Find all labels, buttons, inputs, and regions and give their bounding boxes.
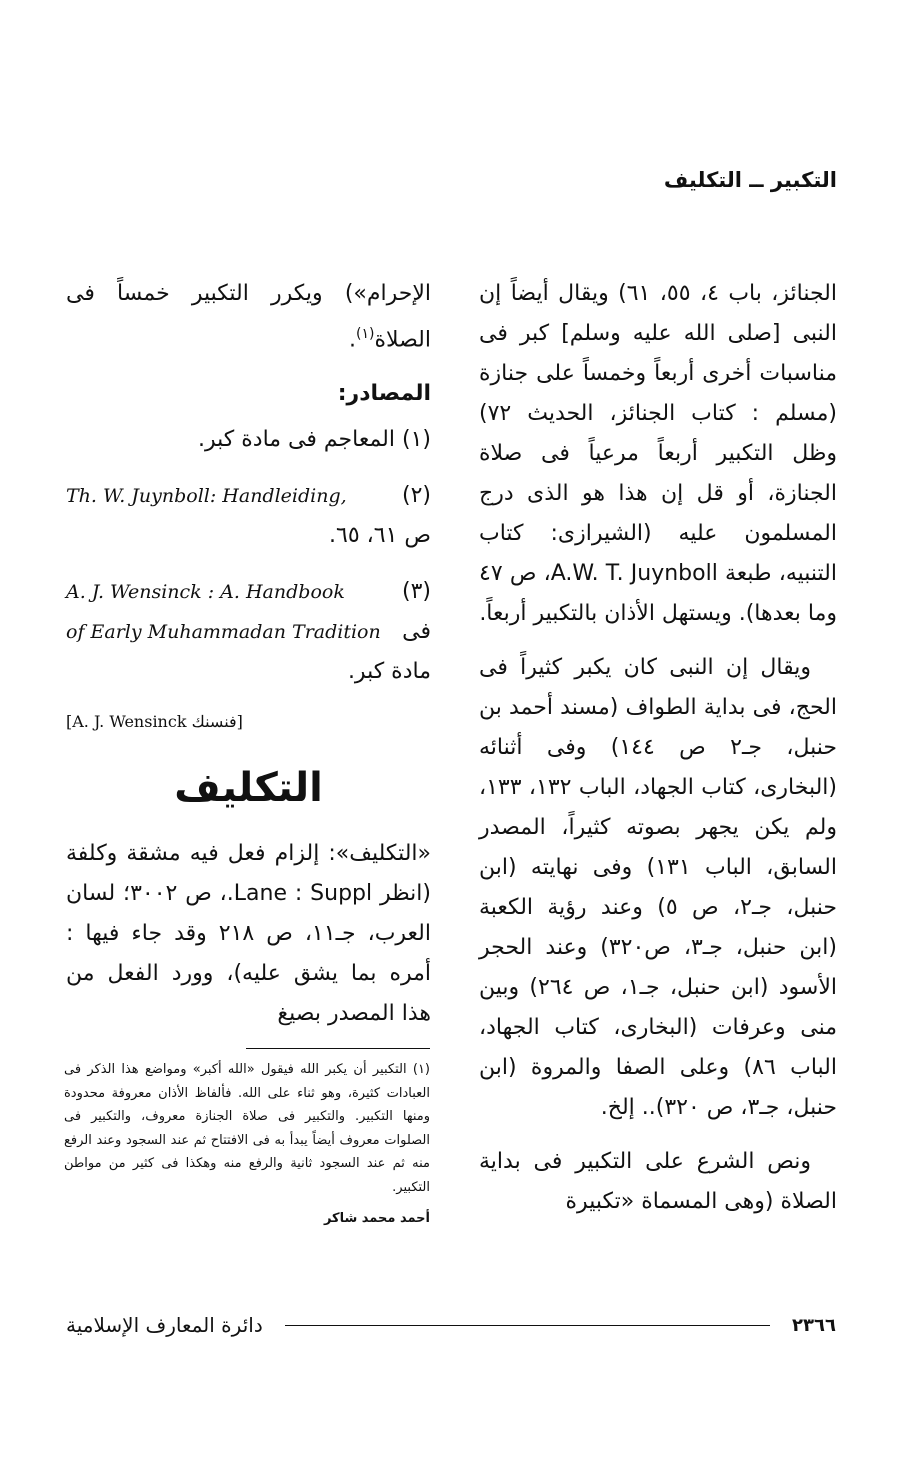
source-item-cont: مادة كبر. — [347, 659, 431, 685]
source-item-cont — [66, 612, 431, 652]
footnote-ref[interactable]: (١) — [355, 326, 375, 342]
right-column — [479, 274, 837, 1236]
source-latin: Th. W. Juynboll: Handleiding, — [66, 485, 347, 508]
source-number: (٢) — [401, 483, 431, 509]
continuation-paragraph — [66, 274, 431, 360]
continuation-end: . — [348, 327, 356, 353]
left-column — [66, 274, 431, 1048]
paragraph: ويقال إن النبى كان يكبر كثيراً فى الحج، فى بداية الطواف (مسند أحمد بن حنبل، جـ٢ ص ١٤٤) وفى أثنائه (البخارى، كتاب الجهاد، الباب ١٣٢، ١٣٣، ولم يكن يجهر بصوته كثيراً، المصدر السابق، الباب ١٣١) وفى نهايته (ابن حنبل، جـ٢، ص ٥) وعند رؤية الكعبة (ابن حنبل، جـ٣، ص٣٢٠) وعند الحجر الأسود (ابن حنبل، جـ١، ص ٢٦٤) وبين منى وعرفات (البخارى، كتاب الجهاد، الباب ٨٦) وعلى الصفا والمروة (ابن حنبل، جـ٣، ص ٣٢٠).. إلخ. — [479, 655, 837, 1120]
page-footer — [66, 1308, 836, 1342]
source-latin: of Early Muhammadan Tradition — [66, 621, 381, 644]
source-item — [66, 476, 431, 516]
sources-heading: المصادر: — [337, 381, 431, 407]
source-item-cont: ص ٦١، ٦٥. — [329, 523, 431, 549]
source-item: (١) المعاجم فى مادة كبر. — [198, 427, 431, 453]
footer-rule — [285, 1325, 770, 1326]
footnote-text: (١) التكبير أن يكبر الله فيقول «الله أكبر» ومواضع هذا الذكر فى العبادات كثيرة، وهو ثناء على الله. فألفاظ الأذان معروفة محدودة ومنها التكبير. والتكبير فى صلاة الجنازة معروف، والتكبير فى الصلوات معروف أيضاً يبدأ به فى الافتتاح ثم عند السجود وعند الرفع منه ثم عند السجود ثانية والرفع منه وهكذا فى كثير من مواطن التكبير. — [64, 1062, 430, 1195]
source-latin: A. J. Wensinck : A. Handbook — [66, 581, 345, 604]
footnote-author: أحمد محمد شاكر — [323, 1211, 430, 1226]
footnote-divider — [246, 1048, 430, 1049]
paragraph: الجنائز، باب ٤، ٥٥، ٦١) ويقال أيضاً إن النبى [صلى الله عليه وسلم] كبر فى مناسبات أخرى أربعاً وخمساً على جنازة (مسلم : كتاب الجنائز، الحديث ٧٢) وظل التكبير أربعاً مرعياً فى صلاة الجنازة، أو قل إن هذا هو الذى درج المسلمون عليه (الشيرازى: كتاب التنبيه، طبعة A.W. T. Juynboll، ص ٤٧ وما بعدها). ويستهل الأذان بالتكبير أربعاً. — [479, 281, 838, 626]
publication-title: دائرة المعارف الإسلامية — [66, 1313, 263, 1337]
article-title: التكليف — [174, 765, 323, 812]
article-body: «التكليف»: إلزام فعل فيه مشقة وكلفة (انظر Lane : Suppl.، ص ٣٠٠٢؛ لسان العرب، جـ١١، ص ٢١٨ وقد جاء فيها : أمره بما يشق عليه)، وورد الفعل من هذا المصدر بصيغ — [66, 841, 431, 1027]
paragraph: ونص الشرع على التكبير فى بداية الصلاة (وهى المسماة «تكبيرة — [479, 1149, 837, 1214]
source-number: (٣) — [401, 579, 431, 605]
continuation-text: الإحرام») ويكرر التكبير خمساً فى الصلاة — [66, 281, 431, 353]
running-header: التكبير ــ التكليف — [663, 168, 837, 192]
source-arabic: فى — [402, 619, 431, 645]
source-item — [66, 572, 431, 612]
page-number: ٢٣٦٦ — [792, 1314, 836, 1336]
author-signature: [A. J. Wensinck فنسنك] — [66, 712, 243, 732]
footnote — [64, 1058, 430, 1231]
